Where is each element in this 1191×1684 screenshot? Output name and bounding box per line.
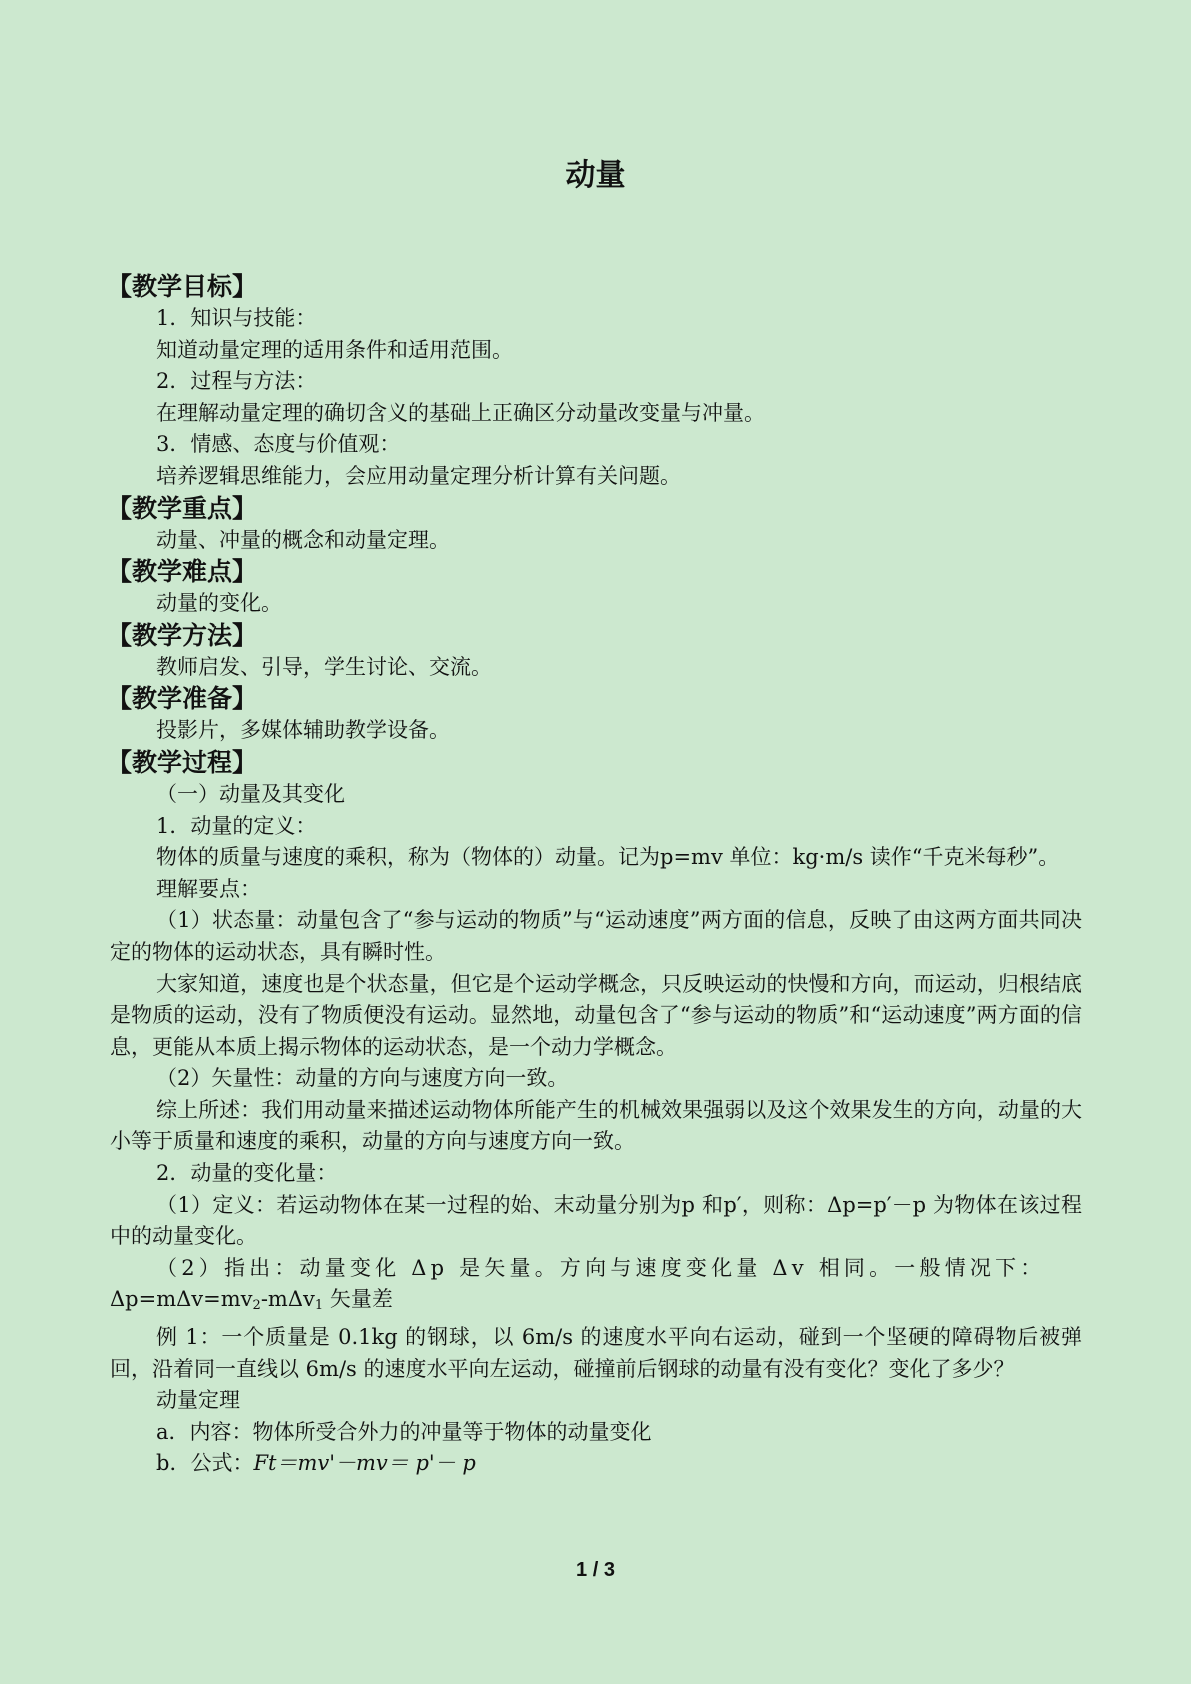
understanding-points: 理解要点： bbox=[156, 876, 261, 901]
theorem-formula-line bbox=[110, 1448, 1082, 1480]
formula-part-b: -mΔv bbox=[260, 1287, 315, 1312]
momentum-change-definition: （1）定义：若运动物体在某一过程的始、末动量分别为p 和p′，则称：Δp=p′－p 为物体在该过程中的动量变化。 bbox=[110, 1192, 1082, 1249]
objective-2-text: 在理解动量定理的确切含义的基础上正确区分动量改变量与冲量。 bbox=[156, 400, 765, 425]
objective-3-text: 培养逻辑思维能力，会应用动量定理分析计算有关问题。 bbox=[156, 463, 681, 488]
momentum-theorem-title: 动量定理 bbox=[156, 1388, 240, 1413]
preparation-text: 投影片，多媒体辅助教学设备。 bbox=[156, 718, 450, 743]
example-1-text: 例 1：一个质量是 0.1kg 的钢球，以 6m/s 的速度水平向右运动，碰到一个坚硬的障碍物后被弹回，沿着同一直线以 6m/s 的速度水平向左运动，碰撞前后钢球的动量有没有变化？变化了多少？ bbox=[110, 1325, 1082, 1381]
section-key-points-heading: 【教学重点】 bbox=[107, 493, 258, 523]
theorem-content-text: a．内容：物体所受合外力的冲量等于物体的动量变化 bbox=[156, 1419, 652, 1444]
formula-subscript-2: 2 bbox=[252, 1298, 261, 1314]
page-title: 动量 bbox=[565, 158, 626, 193]
objective-1-text: 知道动量定理的适用条件和适用范围。 bbox=[156, 337, 513, 362]
methods-text: 教师启发、引导，学生讨论、交流。 bbox=[156, 654, 492, 679]
objective-3-title: 3．情感、态度与价值观： bbox=[156, 432, 401, 457]
objective-2-title: 2．过程与方法： bbox=[156, 369, 317, 394]
section-methods-heading: 【教学方法】 bbox=[107, 620, 258, 650]
section-objectives-heading: 【教学目标】 bbox=[107, 272, 258, 301]
formula-label: b．公式： bbox=[156, 1451, 254, 1476]
section-difficulties-heading: 【教学难点】 bbox=[107, 557, 258, 587]
section-process-heading: 【教学过程】 bbox=[107, 747, 258, 777]
formula-subscript-1: 1 bbox=[314, 1298, 324, 1314]
vector-property-text: （2）矢量性：动量的方向与速度方向一致。 bbox=[156, 1066, 569, 1091]
document-body bbox=[107, 271, 1082, 1480]
section-preparation-heading: 【教学准备】 bbox=[107, 684, 258, 714]
page-number: 1 / 3 bbox=[576, 1559, 615, 1581]
state-quantity-text: （1）状态量：动量包含了“参与运动的物质”与“运动速度”两方面的信息，反映了由这两方面共同决定的物体的运动状态，具有瞬时性。 bbox=[110, 908, 1082, 964]
summary-text: 综上所述：我们用动量来描述运动物体所能产生的机械效果强弱以及这个效果发生的方向，动量的大小等于质量和速度的乘积，动量的方向与速度方向一致。 bbox=[110, 1097, 1082, 1154]
explanation-text: 大家知道，速度也是个状态量，但它是个运动学概念，只反映运动的快慢和方向，而运动，归根结底是物质的运动，没有了物质便没有运动。显然地，动量包含了“参与运动的物质”和“运动速度”两方面的信息，更能从本质上揭示物体的运动状态，是一个动力学概念。 bbox=[110, 971, 1082, 1059]
objective-1-title: 1．知识与技能： bbox=[156, 306, 317, 330]
theorem-formula: Ft＝mv'－mv＝ p'－ p bbox=[253, 1451, 476, 1476]
momentum-change-title: 2．动量的变化量： bbox=[156, 1161, 338, 1186]
key-points-text: 动量、冲量的概念和动量定理。 bbox=[156, 527, 450, 552]
formula-part-c: 矢量差 bbox=[323, 1287, 393, 1312]
momentum-definition-text: 物体的质量与速度的乘积，称为（物体的）动量。记为p=mv 单位：kg·m/s 读作“千克米每秒”。 bbox=[156, 845, 1060, 870]
point-out-text: （2）指出：动量变化 Δp 是矢量。方向与速度变化量 Δv 相同。一般情况下： bbox=[156, 1255, 1046, 1280]
difficulties-text: 动量的变化。 bbox=[156, 591, 282, 616]
momentum-definition-title: 1．动量的定义： bbox=[156, 813, 317, 838]
process-part1: （一）动量及其变化 bbox=[156, 781, 345, 806]
formula-part-a: Δp=mΔv=mv bbox=[110, 1287, 253, 1312]
vector-difference-formula bbox=[110, 1284, 1082, 1322]
